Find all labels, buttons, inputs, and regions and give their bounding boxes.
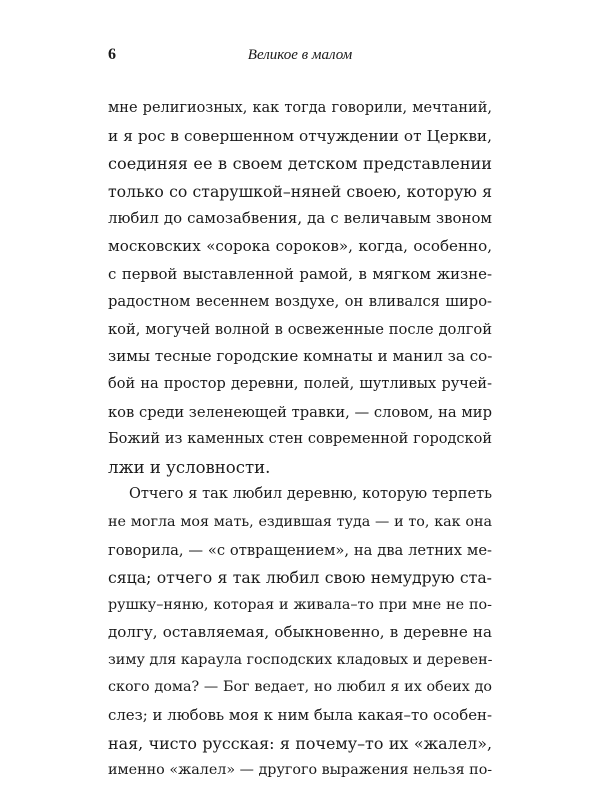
body-text — [108, 95, 492, 785]
text-line: долгу, оставляемая, обыкновенно, в деревне на — [108, 623, 492, 642]
text-line: сяца; отчего я так любил свою немудрую ста- — [108, 568, 492, 588]
text-line: зиму для караула господских кладовых и деревен- — [108, 651, 493, 668]
text-line: любил до самозабвения, да с величавым звоном — [108, 209, 492, 228]
text-line: ского дома? — Бог ведает, но любил я их обеих до — [108, 679, 492, 696]
text-line: Божий из каменных стен современной городской — [108, 431, 492, 448]
page-number: 6 — [108, 46, 116, 63]
text-line: кой, могучей волной в освеженные после долгой — [108, 320, 492, 338]
text-line: Отчего я так любил деревню, которую терпеть — [129, 486, 492, 503]
text-line: московских «сорока сороков», когда, особенно, — [108, 236, 492, 255]
text-line: именно «жалел» — другого выражения нельзя по- — [108, 762, 493, 779]
text-line: с первой выставленной рамой, в мягком жизне- — [108, 264, 492, 283]
paragraph-1 — [108, 95, 492, 481]
text-line: ков среди зеленеющей травки, — словом, на мир — [108, 403, 492, 421]
text-line: соединяя ее в своем детском представлении — [108, 154, 492, 174]
text-line: бой на простор деревни, полей, шутливых ручей- — [108, 375, 492, 392]
text-line: ная, чисто русская: я почему–то их «жалел», — [108, 733, 492, 753]
text-line: и я рос в совершенном отчуждении от Церкви, — [108, 126, 492, 145]
text-line: зимы тесные городские комнаты и манил за со- — [108, 347, 493, 366]
running-title: Великое в малом — [247, 47, 353, 63]
text-line: не могла моя мать, ездившая туда — и то, как она — [108, 513, 492, 530]
page-header — [108, 44, 492, 66]
paragraph-2 — [108, 481, 492, 785]
text-line: только со старушкой–няней своею, которую я — [108, 181, 492, 201]
text-line: слез; и любовь моя к ним была какая–то особен- — [108, 706, 492, 725]
text-line: мне религиозных, как тогда говорили, мечтаний, — [108, 100, 492, 116]
text-line: радостном весеннем воздухе, он вливался широ- — [108, 293, 492, 311]
text-line: говорила, — «с отвращением», на два летних ме- — [108, 541, 492, 559]
text-line: рушку–няню, которая и живала–то при мне не по- — [108, 596, 492, 613]
text-line: лжи и условности. — [108, 457, 271, 477]
